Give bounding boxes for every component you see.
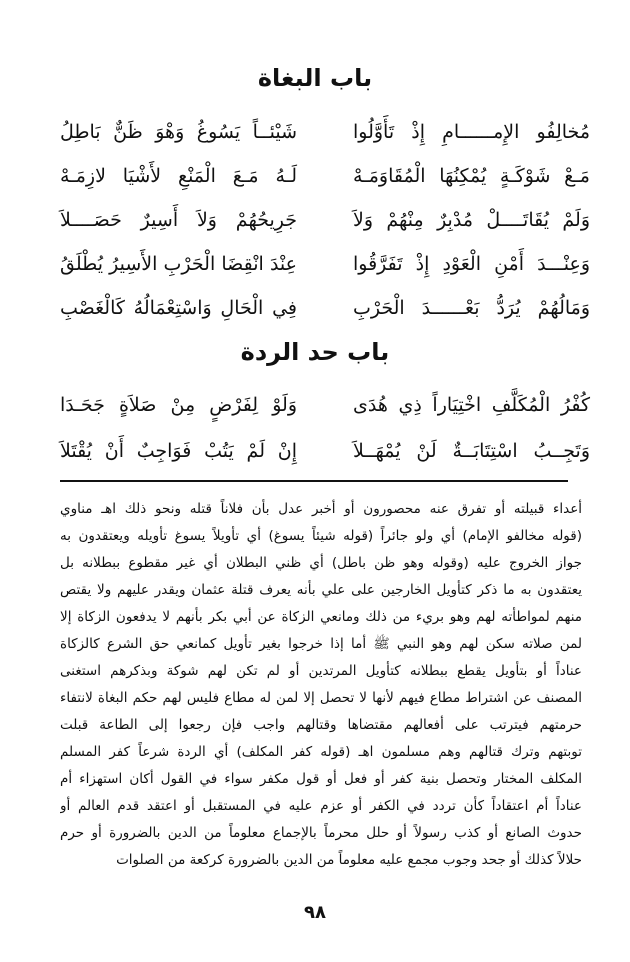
verse-first-hemistich: مَـعْ شَوْكَـةٍ يُمْكِنُهَا الْمُقَاوَمَـهْ xyxy=(353,165,590,187)
commentary-line: يعتقدون به ما ذكر كتأويل الخارجين على علي بأنه يعرف قتلة عثمان ويقدر عليهم ولا يقتص xyxy=(60,582,582,598)
verse-row xyxy=(60,242,590,286)
verse-row xyxy=(60,428,590,474)
verse-second-hemistich: شَيْئــاً يَسُوغُ وَهْوَ ظَنٌّ بَاطِلُ xyxy=(60,121,297,143)
verse-row xyxy=(60,110,590,154)
commentary-line: لمن صلاته سكن لهم وهو النبي ﷺ أما إذا خرجوا بغير تأويل كمانعي حق الشرع كالزكاة xyxy=(60,636,582,652)
page-number: ٩٨ xyxy=(304,902,326,923)
section-title-rebels: باب البغاة xyxy=(257,64,373,92)
commentary-line: أعداء قبيلته أو تفرق عنه محصورون أو أخبر عدل بأن فلاناً قتله ونحو ذلك اهـ مناوي xyxy=(60,501,582,517)
commentary-line: عناداً أو بتأويل يقطع ببطلانه كتأويل المرتدين أو لم تكن لهم شوكة وبذكرهم استغنى xyxy=(60,663,582,679)
verse-second-hemistich: عِنْدَ انْقِضَا الْحَرْبِ الأَسِيرُ يُطْلَقُ xyxy=(60,253,297,275)
commentary-line: جواز الخروج عليه (وقوله وهو ظن باطل) أي ظني البطلان أي غير مقطوع ببطلانه بل xyxy=(60,555,582,571)
commentary-line: حرمتهم فيترتب على أفعالهم مقتضاها وقتالهم واجب فإن رجعوا إلى الطاعة قبلت xyxy=(60,717,582,733)
verse-row xyxy=(60,382,590,428)
verse-second-hemistich: وَلَوْ لِفَرْضٍ مِنْ صَلاَةٍ جَحَـدَا xyxy=(60,394,297,416)
verse-row xyxy=(60,198,590,242)
commentary-line: حلالاً كذلك أو جحد وجوب مجمع عليه معلوماً من الدين بالضرورة كركعة من الصلوات xyxy=(116,852,582,868)
verse-second-hemistich: لَـهُ مَـعَ الْمَنْعِ لأَشْيَا لازِمَـهْ xyxy=(60,165,297,187)
verse-second-hemistich: جَرِيحُهُمْ وَلاَ أَسِيرٌ حَصَــــلاَ xyxy=(60,209,297,231)
verse-first-hemistich: كُفْرُ الْمُكَلَّفِ اخْتِيَاراً ذِي هُدَى xyxy=(353,394,590,416)
verse-first-hemistich: وَمَالُهُمْ يُرَدُّ بَعْــــــدَ الْحَرْبِ xyxy=(353,297,590,319)
verse-first-hemistich: وَلَمْ يُقَاتَــــلْ مُدْبِرٌ مِنْهُمْ وَلاَ xyxy=(353,209,590,231)
verse-row xyxy=(60,154,590,198)
commentary-line: منهم لمواطأته لهم وهو بريء من ذلك ومانعي الزكاة عن أبي بكر بأنهم لا يدفعون الزكاة إلا xyxy=(60,609,582,625)
verse-second-hemistich: فِي الْحَالِ وَاسْتِعْمَالُهُ كَالْغَصْبِ xyxy=(60,297,297,319)
separator-rule xyxy=(60,480,568,482)
verse-row xyxy=(60,286,590,330)
poem-verses-rebels xyxy=(60,110,590,330)
verse-second-hemistich: إِنْ لَمْ يَتُبْ فَوَاجِبٌ أَنْ يُقْتَلاَ xyxy=(60,440,297,462)
commentary-line: عناداً أم اعتقاداً كأن تردد في الكفر أو عزم عليه في المستقبل أو اعتقد قدم العالم أو xyxy=(60,798,582,814)
verse-first-hemistich: مُخالِفُو الإِمــــــامِ إِذْ تَأَوَّلُوا xyxy=(353,121,590,143)
commentary-line: (قوله مخالفو الإمام) أي ولو جائراً (قوله شيئاً يسوغ) أي تأويلاً يسوغ تأويله ويعتقدون به xyxy=(60,528,582,544)
section-title-apostasy: باب حد الردة xyxy=(240,338,390,366)
commentary-text xyxy=(60,496,582,874)
verse-first-hemistich: وَتَجِــبُ اسْتِتَابَــةٌ لَنْ يُمْهَــلاَ xyxy=(353,440,590,462)
commentary-line: توبتهم وترك قتالهم وهم مسلمون اهـ (قوله كفر المكلف) أي الردة شرعاً كفر المسلم xyxy=(60,744,582,760)
commentary-line: المصنف عن اشتراط مطاع فيهم لأنها لا تحصل إلا لمن له مطاع فليس لهم حكم البغاة لانتفاء xyxy=(60,690,582,706)
verse-first-hemistich: وَعِنْـــدَ أَمْنِ الْعَوْدِ إِذْ تَفَرَّقُوا xyxy=(353,253,590,275)
poem-verses-apostasy xyxy=(60,382,590,474)
commentary-line: المكلف المختار وتحصل بنية كفر أو فعل أو قول مكفر سواء في القول أكان استهزاء أم xyxy=(60,771,582,787)
commentary-line: حدوث الصانع أو كذب رسولاً أو حلل محرماً بالإجماع معلوماً من الدين بالضرورة أو حرم xyxy=(60,825,582,841)
